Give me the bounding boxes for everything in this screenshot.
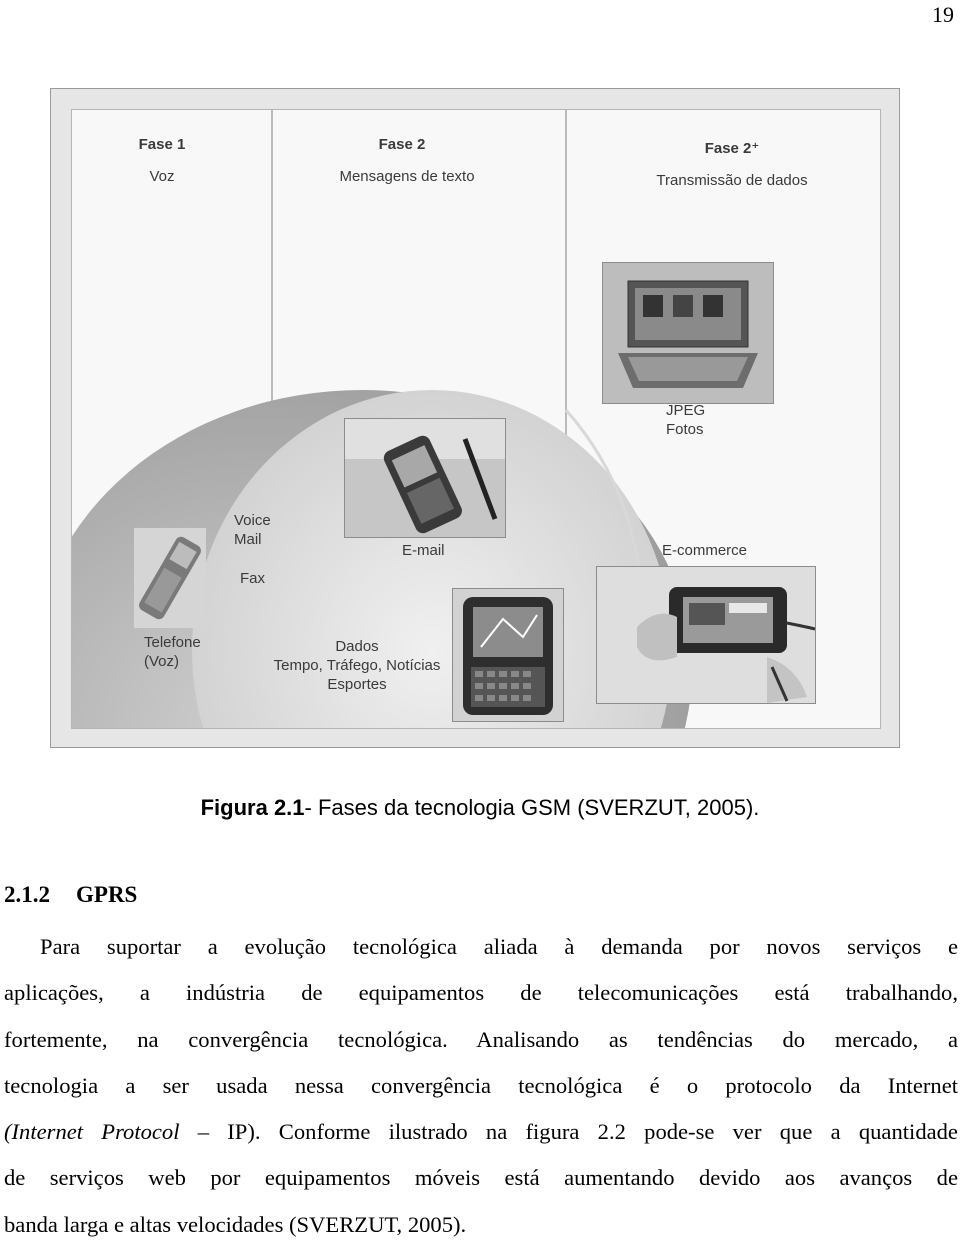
- fax-label: Fax: [240, 570, 266, 587]
- paragraph-line: de serviços web por equipamentos móveis está aumentando devido aos avanços de: [4, 1165, 958, 1191]
- paragraph-line: Para suportar a evolução tecnológica aliada à demanda por novos serviços e: [40, 934, 958, 959]
- paragraph-line: tecnologia a ser usada nessa convergência tecnológica é o protocolo da Internet: [4, 1072, 958, 1098]
- paragraph-line: banda larga e altas velocidades (SVERZUT, 2005).: [4, 1211, 467, 1237]
- email-label: E-mail: [402, 542, 445, 559]
- section-number: 2.1.2: [4, 882, 50, 907]
- figure-panel: [71, 109, 881, 729]
- voice-mail-label: Voice Mail: [234, 512, 271, 548]
- paragraph-line-mixed: [4, 1109, 958, 1155]
- caption-text: - Fases da tecnologia GSM (SVERZUT, 2005).: [304, 795, 760, 820]
- phase-1-subtitle: Voz: [149, 168, 175, 185]
- dados-label: Dados Tempo, Tráfego, Notícias Esportes: [273, 638, 441, 693]
- phase-2plus-title: Fase 2⁺: [704, 140, 760, 157]
- laptop-photo: [602, 262, 774, 404]
- caption-figure-number: Figura 2.1: [200, 795, 305, 820]
- phase-2plus-subtitle: Transmissão de dados: [656, 172, 808, 189]
- figure-caption: [0, 795, 960, 821]
- ecommerce-label: E-commerce: [662, 542, 748, 559]
- phase-2-title: Fase 2: [378, 136, 426, 153]
- paragraph-line-rest: Conforme ilustrado na figura 2.2 pode-se ver que a quantidade: [278, 1119, 958, 1145]
- flip-phone-photo: [134, 528, 206, 628]
- acronym: – IP).: [197, 1119, 261, 1145]
- section-heading: [4, 882, 137, 908]
- gsm-phases-figure: [50, 88, 900, 748]
- email-device-photo: [344, 418, 506, 538]
- phase-2-subtitle: Mensagens de texto: [339, 168, 475, 185]
- telefone-label: Telefone (Voz): [144, 634, 201, 670]
- body-paragraph: [4, 924, 958, 1248]
- paragraph-line: fortemente, na convergência tecnológica. Analisando as tendências do mercado, a: [4, 1026, 958, 1052]
- handheld-ecommerce-photo: [596, 566, 816, 704]
- italic-term: (Internet Protocol: [4, 1119, 180, 1145]
- section-title: GPRS: [76, 882, 138, 907]
- jpeg-fotos-label: JPEG Fotos: [666, 402, 706, 438]
- pda-photo: [452, 588, 564, 722]
- page-number: 19: [932, 2, 954, 27]
- phase-1-title: Fase 1: [138, 136, 186, 153]
- paragraph-line: aplicações, a indústria de equipamentos de telecomunicações está trabalhando,: [4, 980, 958, 1006]
